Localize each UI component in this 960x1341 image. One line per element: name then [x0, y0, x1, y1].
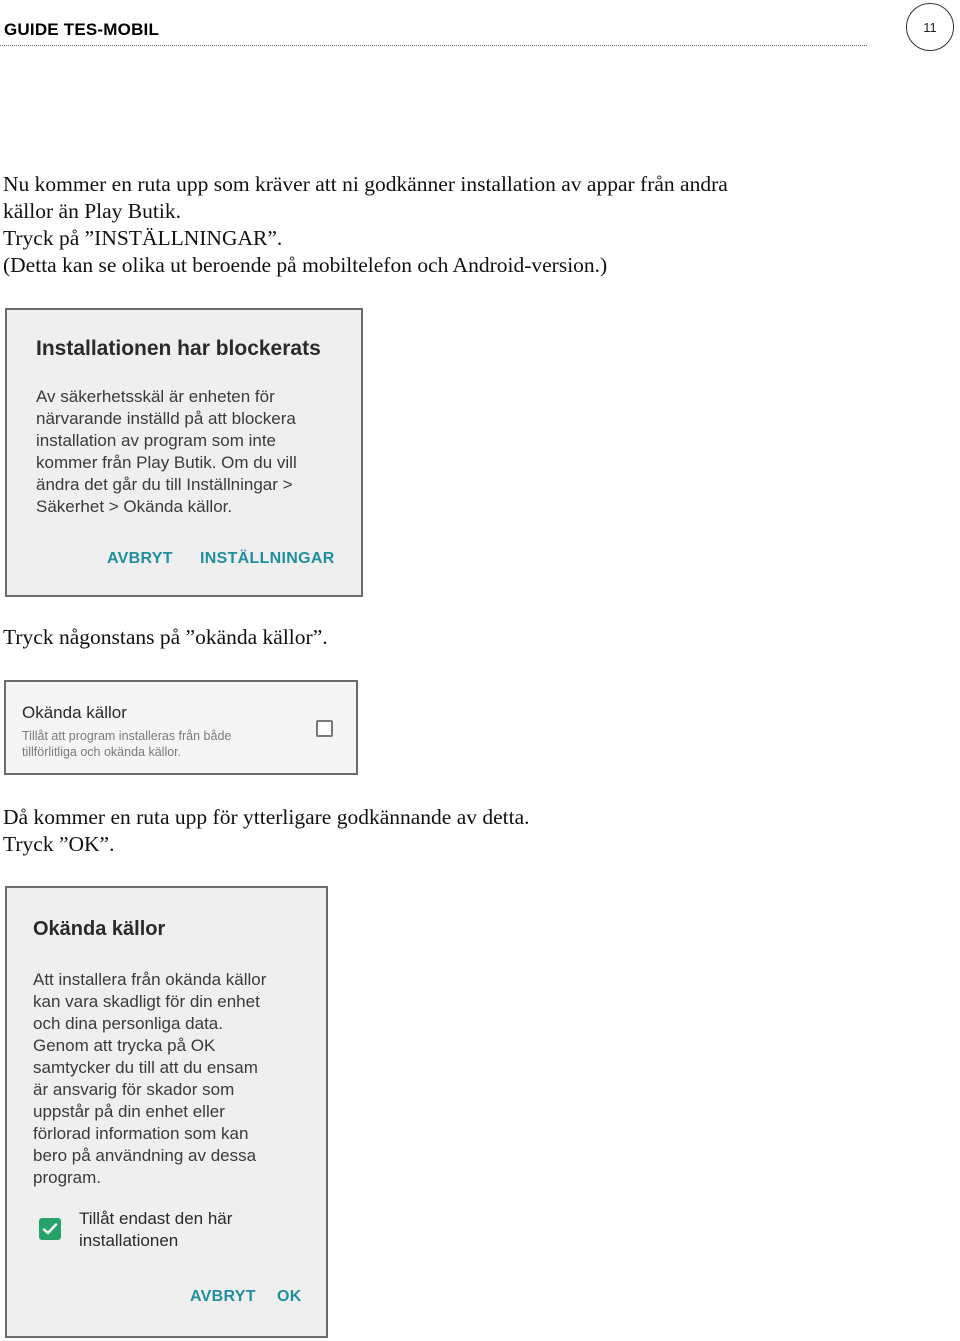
dialog-body — [36, 386, 297, 518]
dialog-body-line: Att installera från okända källor — [33, 970, 267, 989]
setting-subtitle — [22, 728, 231, 760]
page-number: 11 — [923, 19, 937, 35]
setting-subtitle-line: Tillåt att program installeras från både — [22, 729, 232, 743]
paragraph-line: Tryck ”OK”. — [3, 832, 115, 856]
instruction-paragraph-3 — [3, 804, 530, 858]
dialog-body-line: förlorad information som kan — [33, 1124, 249, 1143]
dialog-body — [33, 969, 266, 1189]
dialog-title: Okända källor — [33, 918, 166, 940]
dialog-body-line: närvarande inställd på att blockera — [36, 409, 296, 428]
dialog-body-line: uppstår på din enhet eller — [33, 1102, 225, 1121]
paragraph-line: (Detta kan se olika ut beroende på mobiltelefon och Android-version.) — [3, 253, 608, 277]
dialog-body-line: kommer från Play Butik. Om du vill — [36, 453, 297, 472]
checkbox-label-line: Tillåt endast den här — [79, 1209, 233, 1228]
dialog-body-line: Av säkerhetsskäl är enheten för — [36, 387, 275, 406]
checkmark-icon — [42, 1221, 58, 1237]
dialog-body-line: är ansvarig för skador som — [33, 1080, 235, 1099]
paragraph-line: Tryck på ”INSTÄLLNINGAR”. — [3, 226, 283, 250]
cancel-button[interactable]: AVBRYT — [107, 550, 173, 567]
checkbox-unchecked-icon[interactable] — [316, 720, 333, 737]
settings-button[interactable]: INSTÄLLNINGAR — [200, 550, 335, 567]
dialog-body-line: program. — [33, 1168, 102, 1187]
dialog-body-line: kan vara skadligt för din enhet — [33, 992, 260, 1011]
checkbox-label — [79, 1208, 232, 1252]
checkbox-checked-icon[interactable] — [39, 1218, 61, 1240]
unknown-sources-setting-screenshot[interactable] — [4, 680, 358, 775]
dialog-body-line: Säkerhet > Okända källor. — [36, 497, 233, 516]
unknown-sources-dialog-screenshot — [5, 886, 328, 1338]
header-divider — [0, 45, 867, 46]
setting-title: Okända källor — [22, 703, 127, 722]
paragraph-line: Då kommer en ruta upp för ytterligare godkännande av detta. — [3, 805, 530, 829]
header-title: GUIDE TES-MOBIL — [4, 20, 160, 39]
dialog-body-line: och dina personliga data. — [33, 1014, 223, 1033]
dialog-body-line: bero på användning av dessa — [33, 1146, 257, 1165]
blocked-dialog-screenshot — [5, 308, 363, 597]
cancel-button[interactable]: AVBRYT — [190, 1288, 256, 1305]
ok-button[interactable]: OK — [277, 1288, 302, 1305]
setting-subtitle-line: tillförlitliga och okända källor. — [22, 745, 182, 759]
instruction-paragraph-1 — [3, 171, 728, 279]
page-number-badge — [906, 3, 954, 51]
instruction-paragraph-2 — [3, 624, 328, 651]
dialog-body-line: Genom att trycka på OK — [33, 1036, 216, 1055]
checkbox-label-line: installationen — [79, 1231, 179, 1250]
dialog-body-line: installation av program som inte — [36, 431, 277, 450]
paragraph-line: källor än Play Butik. — [3, 199, 181, 223]
paragraph-line: Nu kommer en ruta upp som kräver att ni godkänner installation av appar från andra — [3, 172, 728, 196]
dialog-title: Installationen har blockerats — [36, 337, 321, 360]
dialog-body-line: samtycker du till att du ensam — [33, 1058, 258, 1077]
paragraph-line: Tryck någonstans på ”okända källor”. — [3, 625, 328, 649]
dialog-body-line: ändra det går du till Inställningar > — [36, 475, 293, 494]
